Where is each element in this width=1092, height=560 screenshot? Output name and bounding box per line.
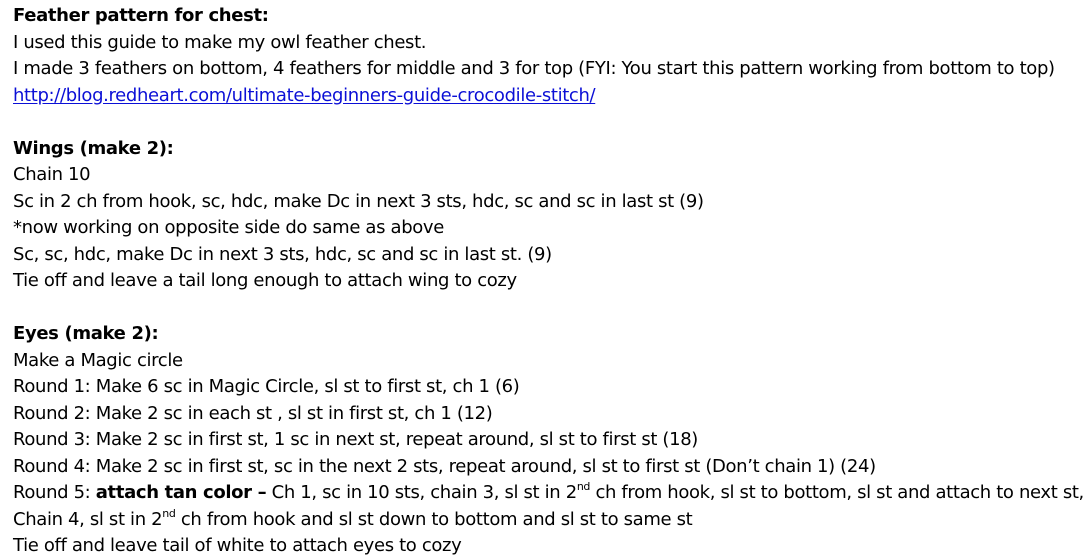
eyes-round-5	[13, 480, 1088, 507]
chain-4-text-1: Chain 4, sl st in 2	[13, 508, 163, 530]
wings-line: Sc in 2 ch from hook, sc, hdc, make Dc in next 3 sts, hdc, sc and sc in last st (9)	[13, 190, 704, 212]
eyes-line: Round 4: Make 2 sc in first st, sc in the next 2 sts, repeat around, sl st to first st (Don’t chain 1) (24)	[13, 455, 876, 477]
document-body	[13, 3, 1088, 560]
round-5-text-2: ch from hook, sl st to bottom, sl st and attach to next st,	[590, 482, 1084, 503]
wings-line: Tie off and leave a tail long enough to attach wing to cozy	[13, 270, 517, 291]
eyes-last-line: Tie off and leave tail of white to attach eyes to cozy	[13, 535, 462, 556]
round-5-ordinal: nd	[576, 480, 591, 493]
feather-link-line	[13, 83, 1088, 110]
wings-line: Sc, sc, hdc, make Dc in next 3 sts, hdc, sc and sc in last st. (9)	[13, 243, 552, 265]
spacer	[13, 295, 1088, 322]
eyes-line: Round 1: Make 6 sc in Magic Circle, sl st to first st, ch 1 (6)	[13, 376, 520, 397]
feather-heading: Feather pattern for chest:	[13, 5, 269, 26]
round-5-text-1: Ch 1, sc in 10 sts, chain 3, sl st in 2	[266, 482, 577, 503]
wings-line: *now working on opposite side do same as above	[13, 217, 444, 238]
spacer	[13, 109, 1088, 136]
feather-line-2: I made 3 feathers on bottom, 4 feathers for middle and 3 for top (FYI: You start this pattern working from bottom to top)	[13, 58, 1055, 79]
chain-4-ordinal: nd	[162, 506, 176, 520]
feather-line-1: I used this guide to make my owl feather chest.	[13, 31, 427, 53]
wings-heading: Wings (make 2):	[13, 137, 174, 159]
eyes-line: Round 3: Make 2 sc in first st, 1 sc in next st, repeat around, sl st to first st (18)	[13, 429, 698, 450]
chain-4-text-2: ch from hook and sl st down to bottom and sl st to same st	[175, 508, 693, 530]
round-5-prefix: Round 5:	[13, 482, 96, 503]
eyes-heading: Eyes (make 2):	[13, 323, 159, 344]
round-5-bold: attach tan color –	[95, 482, 267, 503]
eyes-line: Make a Magic circle	[13, 349, 183, 371]
guide-link[interactable]: http://blog.redheart.com/ultimate-beginners-guide-crocodile-stitch/	[13, 84, 596, 106]
eyes-chain-4	[13, 507, 1088, 534]
wings-line: Chain 10	[13, 164, 91, 185]
eyes-line: Round 2: Make 2 sc in each st , sl st in first st, ch 1 (12)	[13, 402, 493, 424]
